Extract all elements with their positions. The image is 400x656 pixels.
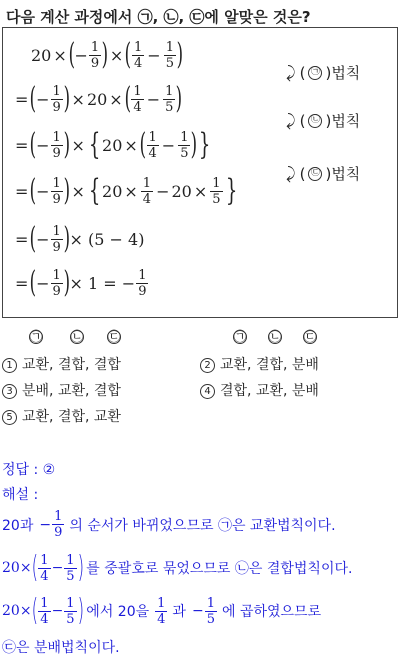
explanation-line-4: ㉢은 분배법칙이다.: [2, 640, 120, 656]
law-label-1: ⤸ ( ㉠ )법칙: [286, 62, 361, 82]
option-header-1: ㉠: [29, 329, 43, 345]
law-label-3: ⤸ ( ㉢ )법칙: [286, 163, 361, 183]
option-header-5: ㉡: [268, 329, 282, 345]
marker-nieun: ㉡: [308, 114, 322, 128]
option-3[interactable]: 3 분배, 교환, 결합: [2, 380, 121, 400]
marker-giyeok: ㉠: [308, 66, 322, 80]
explanation-line-3: 20 × ( $\frac{1}{4}$ − $\frac{1}{5}$ ) 에서 20을 $\frac{1}{4}$ 과 − $\frac{1}{5}$ 에 곱하였으므로: [2, 593, 322, 628]
explanation-line-2: 20 × ( $\frac{1}{4}$ − $\frac{1}{5}$ ) 를 중괄호로 묶었으므로 ㉡은 결합법칙이다.: [2, 550, 353, 585]
question-text: 다음 계산 과정에서 ㉠, ㉡, ㉢에 알맞은 것은?: [6, 8, 311, 26]
option-header-2: ㉡: [70, 329, 84, 345]
option-header-3: ㉢: [107, 329, 121, 345]
fraction-1-9: $\frac{1}{9}$: [90, 39, 100, 71]
calc-line-4: = ( − $\frac{1}{9}$ ) × { 20 × $\frac{1}{4}$ − 20 × $\frac{1}{5}$ }: [15, 173, 237, 208]
marker-digeut: ㉢: [308, 167, 322, 181]
option-5[interactable]: 5 교환, 결합, 교환: [2, 406, 121, 426]
calc-line-6: = ( − $\frac{1}{9}$ ) × 1 = − $\frac{1}{9}$: [15, 265, 147, 300]
calc-line-3: = ( − $\frac{1}{9}$ ) × { 20 × ( $\frac{1}{4}$ − $\frac{1}{5}$ ) }: [15, 127, 211, 162]
law-label-2: ⤸ ( ㉡ )법칙: [286, 110, 361, 130]
calc-line-1: 20 × ( − $\frac{1}{9}$ ) × ( $\frac{1}{4}$ − $\frac{1}{5}$ ): [31, 37, 184, 72]
number-20: 20: [31, 45, 52, 65]
option-1[interactable]: 1 교환, 결합, 결합: [2, 354, 121, 374]
option-2[interactable]: 2 교환, 결합, 분배: [200, 354, 319, 374]
answer-text: 정답 : ②: [2, 462, 56, 478]
calculation-box: [2, 27, 398, 318]
option-header-6: ㉢: [303, 329, 317, 345]
fraction-1-5: $\frac{1}{5}$: [165, 39, 174, 71]
option-header-4: ㉠: [233, 329, 247, 345]
calc-line-2: = ( − $\frac{1}{9}$ ) × 20 × ( $\frac{1}{4}$ − $\frac{1}{5}$ ): [15, 81, 183, 116]
fraction-1-4: $\frac{1}{4}$: [134, 39, 143, 71]
calc-line-5: = ( − $\frac{1}{9}$ ) × (5 − 4): [15, 221, 145, 256]
explanation-line-1: 20과 − $\frac{1}{9}$ 의 순서가 바뀌었으므로 ㉠은 교환법칙이다.: [2, 509, 336, 540]
explanation-label: 해설 :: [2, 487, 39, 503]
option-4[interactable]: 4 결합, 교환, 분배: [200, 380, 319, 400]
